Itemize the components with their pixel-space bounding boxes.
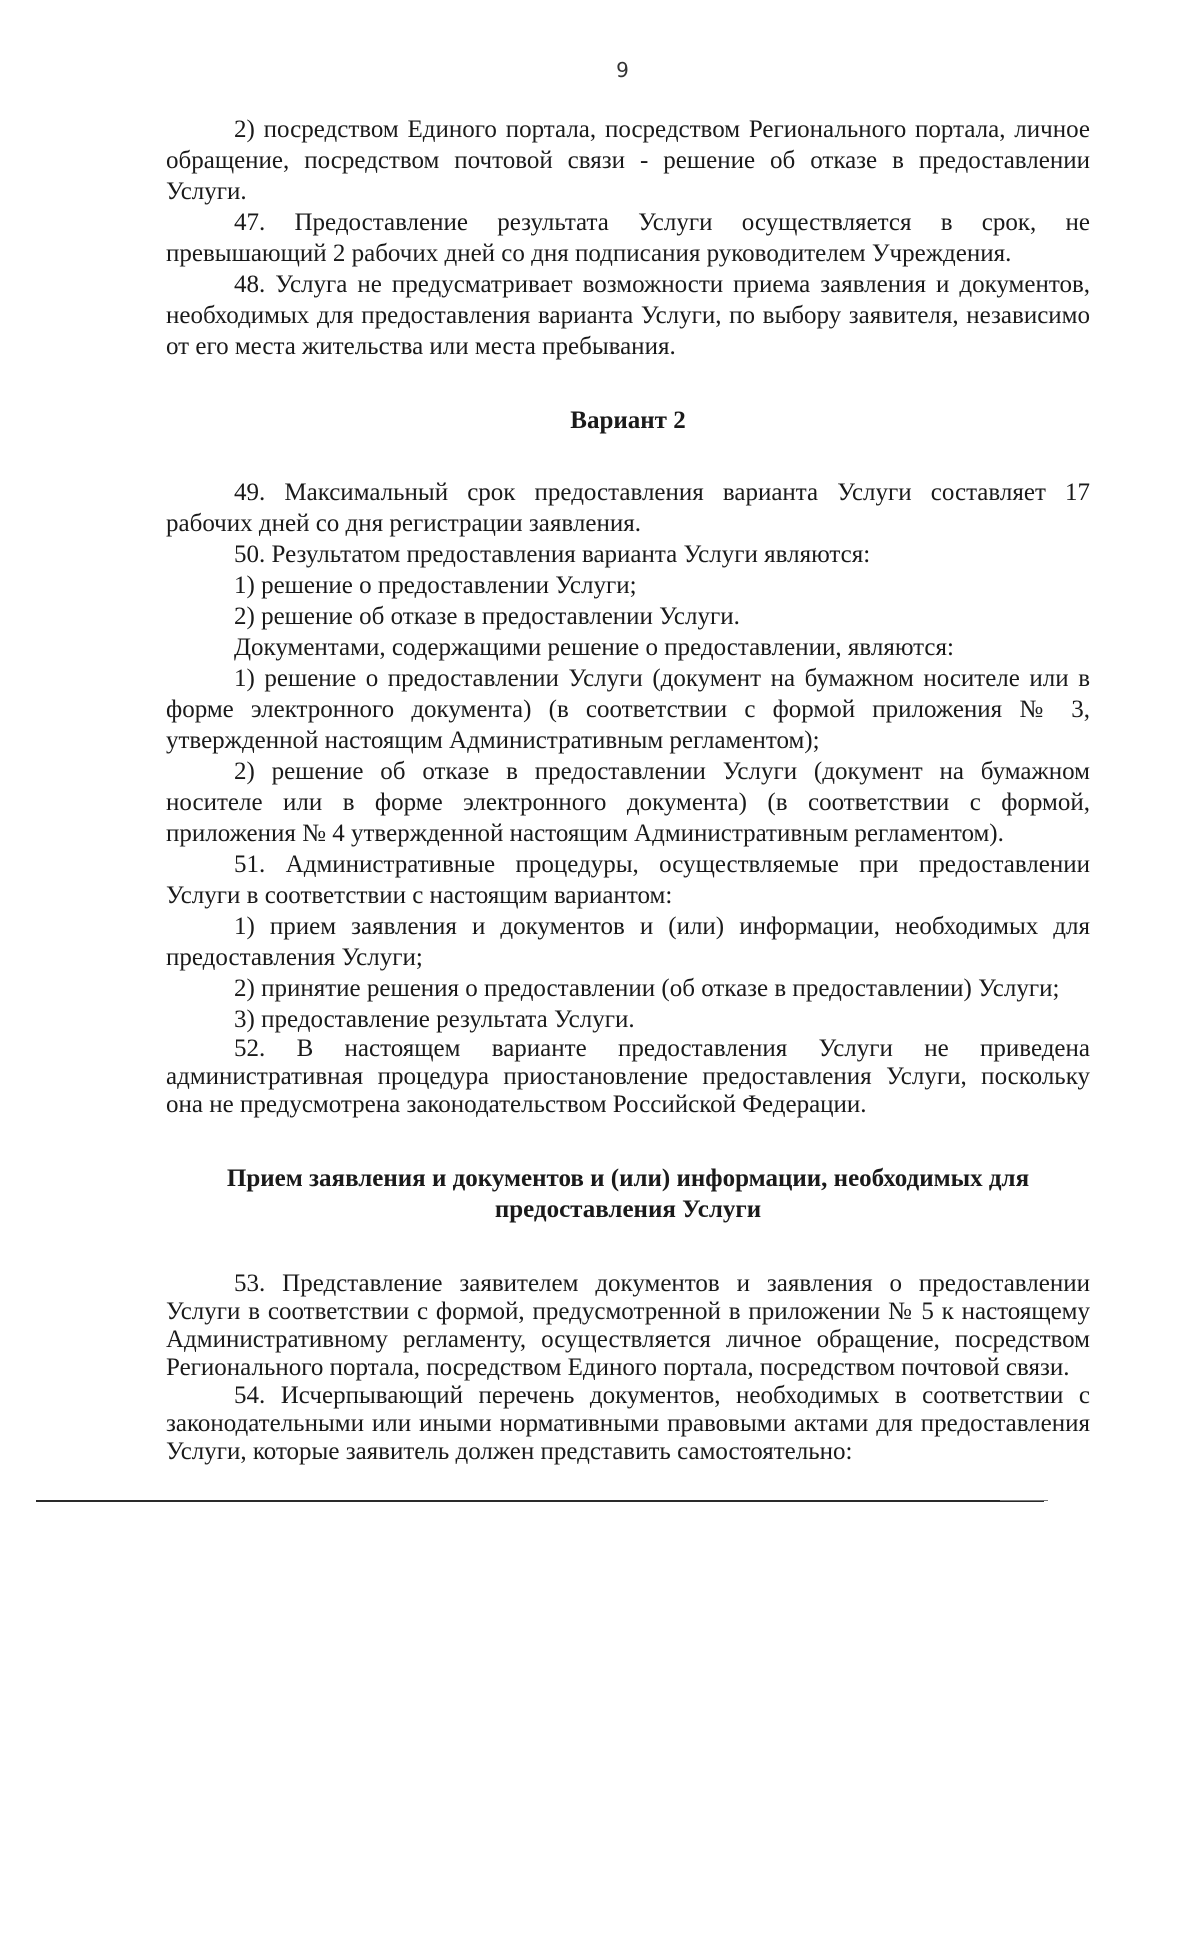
paragraph: 2) решение об отказе в предоставлении Услуги (документ на бумажном носителе или в форме электронного документа) (в соответствии с формой, приложения № 4 утвержденной настоящим Административным регламентом). [166,758,1090,847]
paragraph: 2) решение об отказе в предоставлении Услуги. [234,603,740,630]
paragraph: 1) решение о предоставлении Услуги (документ на бумажном носителе или в форме электронного документа) (в соответствии с формой приложения № 3, утвержденной настоящим Административным регламентом); [166,665,1090,754]
paragraph: 2) принятие решения о предоставлении (об отказе в предоставлении) Услуги; [234,975,1060,1002]
paragraph: 1) прием заявления и документов и (или) информации, необходимых для предоставления Услуги; [166,913,1090,971]
section-heading: Вариант 2 [570,407,686,434]
paragraph: 50. Результатом предоставления варианта Услуги являются: [234,541,871,568]
paragraph: 52. В настоящем варианте предоставления Услуги не приведена административная процедура приостановление предоставления Услуги, поскольку она не предусмотрена законодательством Российской Федерации. [166,1035,1090,1118]
divider-tail [1000,1500,1048,1501]
paragraph: 47. Предоставление результата Услуги осуществляется в срок, не превышающий 2 рабочих дней со дня подписания руководителем Учреждения. [166,209,1090,267]
paragraph: 49. Максимальный срок предоставления варианта Услуги составляет 17 рабочих дней со дня регистрации заявления. [166,479,1090,537]
paragraph: 51. Административные процедуры, осуществляемые при предоставлении Услуги в соответствии с настоящим вариантом: [166,851,1090,909]
footnote-divider [36,1500,1044,1502]
paragraph: 48. Услуга не предусматривает возможности приема заявления и документов, необходимых для предоставления варианта Услуги, по выбору заявителя, независимо от его места жительства или места пребывания. [166,271,1090,360]
paragraph: Документами, содержащими решение о предоставлении, являются: [234,634,954,661]
paragraph: 53. Представление заявителем документов и заявления о предоставлении Услуги в соответствии с формой, предусмотренной в приложении № 5 к настоящему Административному регламенту, осуществляется личное обращение, посредством Регионального портала, посредством Единого портала, посредством почтовой связи. [166,1270,1090,1381]
paragraph: 3) предоставление результата Услуги. [234,1006,635,1033]
section-heading: Прием заявления и документов и (или) информации, необходимых для предоставления Услуги [226,1165,1030,1223]
paragraph: 1) решение о предоставлении Услуги; [234,572,637,599]
paragraph: 2) посредством Единого портала, посредством Регионального портала, личное обращение, посредством почтовой связи - решение об отказе в предоставлении Услуги. [166,116,1090,205]
document-body [166,114,1090,1466]
page-number: 9 [616,58,629,82]
paragraph: 54. Исчерпывающий перечень документов, необходимых в соответствии с законодательными или иными нормативными правовыми актами для предоставления Услуги, которые заявитель должен представить самостоятельно: [166,1382,1090,1465]
